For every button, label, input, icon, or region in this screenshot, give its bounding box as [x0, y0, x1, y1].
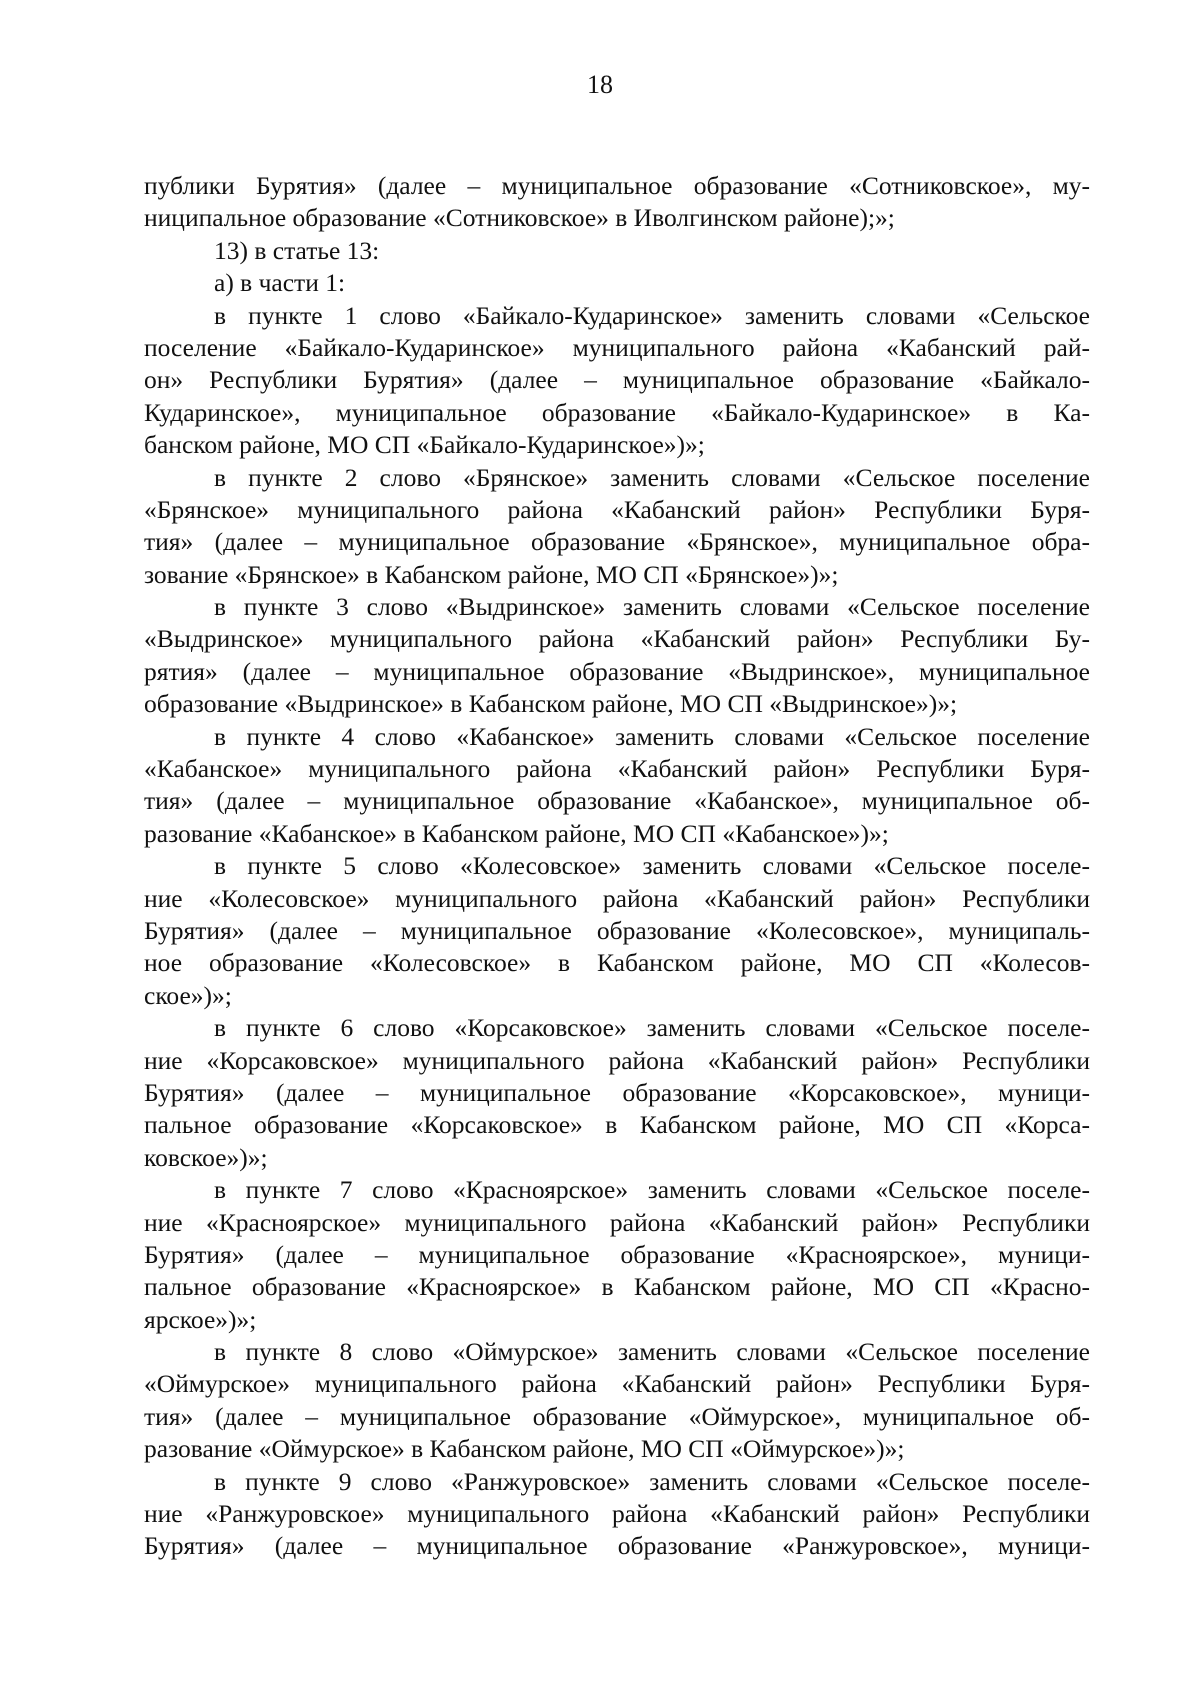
text-line: в пункте 1 слово «Байкало-Кударинское» заменить словами «Сельское [214, 300, 1090, 330]
text-line: в пункте 9 слово «Ранжуровское» заменить словами «Сельское поселе- [214, 1466, 1090, 1496]
text-line: разование «Кабанское» в Кабанском районе, МО СП «Кабанское»)»; [144, 818, 889, 848]
text-line: пальное образование «Красноярское» в Кабанском районе, МО СП «Красно- [144, 1272, 1090, 1302]
text-line: ярское»)»; [144, 1304, 257, 1334]
text-line: ковское»)»; [144, 1142, 268, 1172]
text-line: ние «Ранжуровское» муниципального района «Кабанский район» Республики [144, 1499, 1090, 1529]
text-line: Бурятия» (далее – муниципальное образование «Ранжуровское», муници- [144, 1531, 1090, 1561]
text-line: а) в части 1: [214, 268, 346, 298]
text-line: ние «Колесовское» муниципального района «Кабанский район» Республики [144, 883, 1090, 913]
text-line: Бурятия» (далее – муниципальное образование «Корсаковское», муници- [144, 1077, 1090, 1107]
page-number: 18 [587, 70, 613, 99]
text-line: в пункте 6 слово «Корсаковское» заменить словами «Сельское поселе- [214, 1013, 1090, 1043]
text-line: в пункте 3 слово «Выдринское» заменить словами «Сельское поселение [214, 592, 1090, 622]
text-line: ное образование «Колесовское» в Кабанском районе, МО СП «Колесов- [144, 948, 1090, 978]
text-line: «Брянское» муниципального района «Кабанский район» Республики Буря- [144, 494, 1090, 524]
document-body [144, 170, 1090, 1563]
text-line: в пункте 5 слово «Колесовское» заменить словами «Сельское поселе- [214, 851, 1090, 881]
text-line: тия» (далее – муниципальное образование «Брянское», муниципальное обра- [144, 527, 1090, 557]
text-line: Бурятия» (далее – муниципальное образование «Колесовское», муниципаль- [144, 915, 1090, 945]
text-line: 13) в статье 13: [214, 235, 380, 265]
text-line: ние «Корсаковское» муниципального района «Кабанский район» Республики [144, 1045, 1090, 1075]
text-line: поселение «Байкало-Кударинское» муниципального района «Кабанский рай- [144, 332, 1090, 362]
text-line: в пункте 7 слово «Красноярское» заменить словами «Сельское поселе- [214, 1175, 1090, 1205]
text-line: зование «Брянское» в Кабанском районе, МО СП «Брянское»)»; [144, 559, 839, 589]
text-line: в пункте 2 слово «Брянское» заменить словами «Сельское поселение [214, 462, 1090, 492]
text-line: ское»)»; [144, 980, 232, 1010]
text-line: образование «Выдринское» в Кабанском районе, МО СП «Выдринское»)»; [144, 689, 958, 719]
text-line: банском районе, МО СП «Байкало-Кударинское»)»; [144, 430, 705, 460]
text-line: он» Республики Бурятия» (далее – муниципальное образование «Байкало- [144, 365, 1090, 395]
text-line: рятия» (далее – муниципальное образование «Выдринское», муниципальное [144, 656, 1090, 686]
text-line: разование «Оймурское» в Кабанском районе, МО СП «Оймурское»)»; [144, 1434, 905, 1464]
text-line: ние «Красноярское» муниципального района «Кабанский район» Республики [144, 1207, 1090, 1237]
text-line: «Оймурское» муниципального района «Кабанский район» Республики Буря- [144, 1369, 1090, 1399]
text-line: публики Бурятия» (далее – муниципальное образование «Сотниковское», му- [144, 171, 1090, 200]
text-line: ниципальное образование «Сотниковское» в Иволгинском районе);»; [144, 203, 895, 233]
text-line: тия» (далее – муниципальное образование «Оймурское», муниципальное об- [144, 1401, 1090, 1431]
text-line: тия» (далее – муниципальное образование «Кабанское», муниципальное об- [144, 786, 1090, 816]
text-line: Кударинское», муниципальное образование «Байкало-Кударинское» в Ка- [144, 397, 1090, 427]
text-line: в пункте 8 слово «Оймурское» заменить словами «Сельское поселение [214, 1337, 1090, 1367]
text-line: пальное образование «Корсаковское» в Кабанском районе, МО СП «Корса- [144, 1110, 1090, 1140]
text-line: «Выдринское» муниципального района «Кабанский район» Республики Бу- [144, 624, 1090, 654]
text-line: в пункте 4 слово «Кабанское» заменить словами «Сельское поселение [214, 721, 1090, 751]
text-line: «Кабанское» муниципального района «Кабанский район» Республики Буря- [144, 754, 1090, 784]
text-line: Бурятия» (далее – муниципальное образование «Красноярское», муници- [144, 1239, 1090, 1269]
